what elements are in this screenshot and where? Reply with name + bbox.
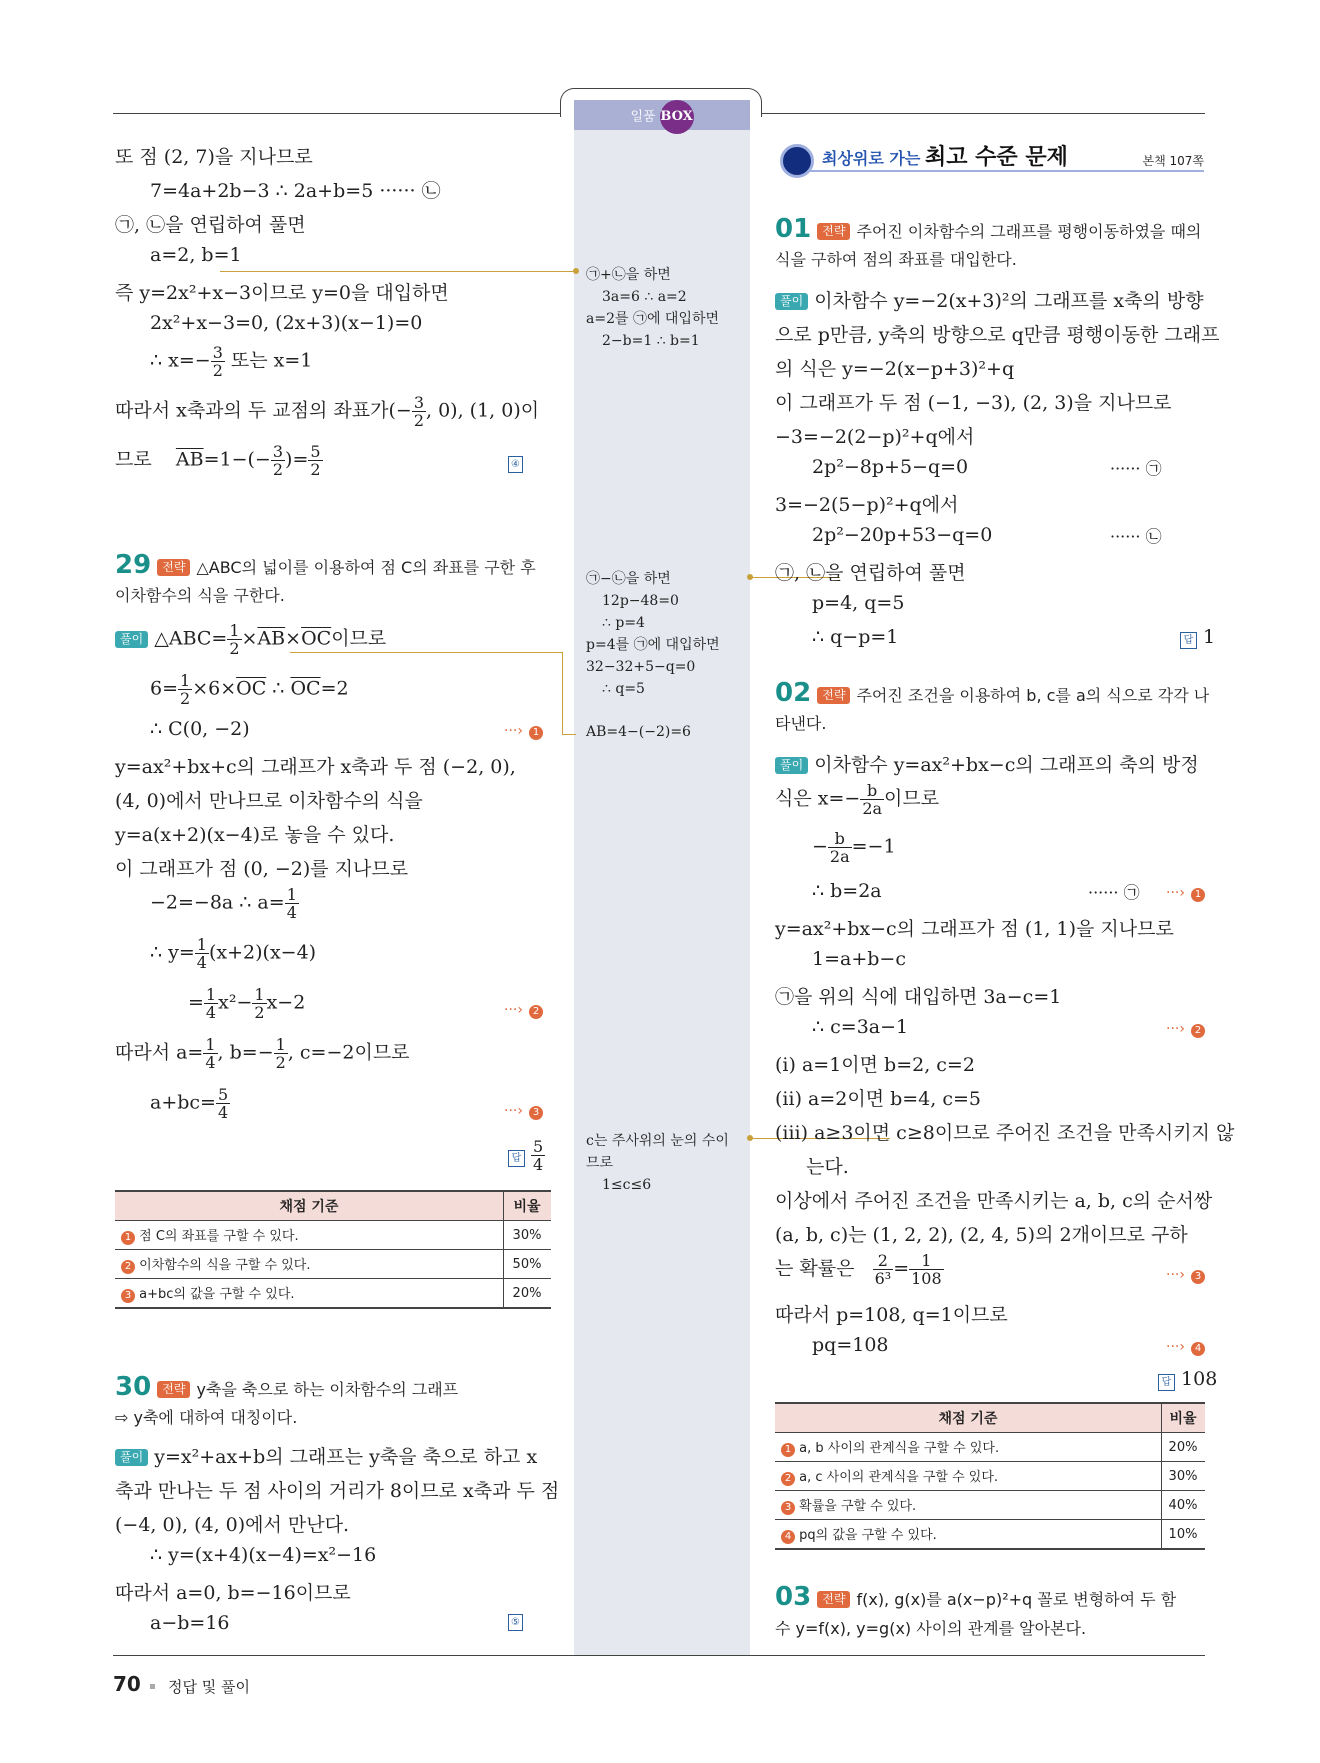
q29-strategy-1: △ABC의 넓이를 이용하여 점 C의 좌표를 구한 후 [196, 558, 536, 577]
q01-line-6: 2p²−8p+5−q=0 [812, 456, 969, 478]
box-badge-circle: BOX [660, 100, 694, 134]
q02-step-1: ···› 1 [1166, 880, 1205, 902]
q01-marker-2: ······ ㉡ [1110, 527, 1162, 546]
left-line-6: 2x²+x−3=0, (2x+3)(x−1)=0 [150, 312, 423, 334]
q01-line-7: 3=−2(5−p)²+q에서 [775, 494, 959, 516]
table-row: 3 a+bc의 값을 구할 수 있다. 20% [115, 1279, 551, 1309]
q29-criteria-header: 채점 기준 [115, 1191, 504, 1221]
q29-line-6: y=a(x+2)(x−4)로 놓을 수 있다. [115, 824, 395, 846]
q29-answer: 답 $\frac{5}{4}$ [508, 1138, 545, 1173]
left-line-9: 므로 $\overline{AB}=1-(-$ $\frac{3}{2}$ )= $\frac{5}{2}$ [115, 442, 321, 479]
q30-strategy-2: ⇨ y축에 대하여 대칭이다. [115, 1408, 298, 1427]
q29-line-7: 이 그래프가 점 (0, −2)를 지나므로 [115, 858, 409, 880]
q01-strategy-tag: 전략 [817, 223, 850, 240]
q30-line-1: 풀이 y=x²+ax+b의 그래프는 y축을 축으로 하고 x [115, 1442, 537, 1469]
q29-line-5: (4, 0)에서 만나므로 이차함수의 식을 [115, 790, 423, 812]
q29-line-2: 6= $\frac{1}{2}$ $\times 6\times\overline{OC}$ ∴ $\overline{OC}=2$ [150, 671, 349, 708]
answer-badge-28: ④ [508, 456, 523, 473]
q30-line-4: ∴ y=(x+4)(x−4)=x²−16 [150, 1544, 377, 1566]
box-badge-label: 일품 [630, 109, 656, 125]
q02-line-13: 이상에서 주어진 조건을 만족시키는 a, b, c의 순서쌍 [775, 1190, 1213, 1212]
middle-note-4: c는 주사위의 눈의 수이 므로 1≤c≤6 [586, 1133, 729, 1193]
middle-note-2: ㉠−㉡을 하면 12p−48=0 ∴ p=4 p=4를 ㉠에 대입하면 32−32+5−q=0 ∴ q=5 [586, 571, 720, 697]
q30-number: 30 [115, 1372, 152, 1402]
section-header-pageref: 본책 107쪽 [1142, 154, 1204, 168]
q01-header [775, 214, 1201, 244]
q02-header [775, 678, 1209, 708]
leader-dot [747, 1135, 753, 1141]
q02-line-12: 는다. [806, 1156, 849, 1178]
q02-line-8: ∴ c=3a−1 [812, 1016, 909, 1038]
page-number: 70 [113, 1672, 141, 1696]
q02-criteria-header: 채점 기준 [775, 1403, 1162, 1433]
q02-ratio-header: 비율 [1162, 1403, 1206, 1433]
left-line-5: 즉 y=2x²+x−3이므로 y=0을 대입하면 [115, 282, 449, 304]
q02-line-4: ∴ b=2a [812, 880, 882, 902]
left-line-7: ∴ x=− $\frac{3}{2}$ 또는 x=1 [150, 343, 313, 380]
q29-ratio-header: 비율 [504, 1191, 552, 1221]
q29-step-3: ···› 3 [504, 1098, 543, 1120]
q01-line-5: −3=−2(2−p)²+q에서 [775, 426, 975, 448]
q01-number: 01 [775, 214, 812, 244]
leader-line [562, 652, 563, 734]
q30-line-6: a−b=16 [150, 1612, 230, 1634]
q02-number: 02 [775, 678, 812, 708]
left-line-4: a=2, b=1 [150, 244, 242, 266]
leader-dot [573, 268, 579, 274]
q30-line-2: 축과 만나는 두 점 사이의 거리가 8이므로 x축과 두 점 [115, 1480, 560, 1502]
q01-line-1: 풀이 이차함수 y=−2(x+3)²의 그래프를 x축의 방향 [775, 286, 1204, 313]
q29-line-12: a+bc= $\frac{5}{4}$ [150, 1085, 229, 1122]
q30-strategy-tag: 전략 [157, 1381, 190, 1398]
q29-strategy-tag: 전략 [157, 559, 190, 576]
section-header [780, 138, 1204, 182]
q30-line-3: (−4, 0), (4, 0)에서 만난다. [115, 1514, 350, 1536]
q01-line-3: 의 식은 y=−2(x−p+3)²+q [775, 358, 1015, 380]
section-header-title: 최고 수준 문제 [925, 145, 1068, 170]
q02-line-5: y=ax²+bx−c의 그래프가 점 (1, 1)을 지나므로 [775, 918, 1174, 940]
left-line-1: 또 점 (2, 7)을 지나므로 [115, 146, 313, 168]
q01-line-11: ∴ q−p=1 [812, 626, 899, 648]
middle-note-1: ㉠+㉡을 하면 3a=6 ∴ a=2 a=2를 ㉠에 대입하면 2−b=1 ∴ b=1 [586, 267, 720, 349]
q30-strategy-1: y축을 축으로 하는 이차함수의 그래프 [196, 1380, 459, 1399]
q29-line-8: −2=−8a ∴ a= $\frac{1}{4}$ [150, 885, 297, 922]
q02-strategy-tag: 전략 [817, 687, 850, 704]
q02-step-2: ···› 2 [1166, 1016, 1205, 1038]
q29-criteria-table [115, 1190, 551, 1309]
q01-marker-1: ······ ㉠ [1110, 459, 1162, 478]
q01-strategy-2: 식을 구하여 점의 좌표를 대입한다. [775, 250, 1017, 269]
q02-line-9: (ⅰ) a=1이면 b=2, c=2 [775, 1054, 975, 1076]
q01-strategy-1: 주어진 이차함수의 그래프를 평행이동하였을 때의 [856, 222, 1202, 241]
middle-note-3: AB=4−(−2)=6 [586, 724, 691, 740]
left-line-3: ㉠, ㉡을 연립하여 풀면 [115, 214, 306, 236]
q02-line-16: 따라서 p=108, q=1이므로 [775, 1304, 1008, 1326]
q02-line-7: ㉠을 위의 식에 대입하면 3a−c=1 [775, 986, 1062, 1008]
bottom-rule [113, 1655, 1205, 1656]
q29-line-3: ∴ C(0, −2) [150, 718, 250, 740]
q02-line-17: pq=108 [812, 1334, 889, 1356]
q02-answer: 답 108 [1158, 1368, 1217, 1391]
footer-label: 정답 및 풀이 [168, 1678, 250, 1696]
q01-answer: 답 1 [1180, 626, 1215, 649]
q02-strategy-2: 타낸다. [775, 714, 827, 733]
q01-line-9: ㉠, ㉡을 연립하여 풀면 [775, 562, 966, 584]
q02-criteria-table [775, 1402, 1205, 1550]
q02-strategy-1: 주어진 조건을 이용하여 b, c를 a의 식으로 각각 나 [856, 686, 1210, 705]
q02-line-3: − $\frac{b}{2a}$ =−1 [812, 829, 896, 866]
q02-step-4: ···› 4 [1166, 1334, 1205, 1356]
q29-strategy-2: 이차함수의 식을 구한다. [115, 586, 285, 605]
q29-number: 29 [115, 550, 152, 580]
q03-number: 03 [775, 1582, 812, 1612]
q02-marker-1: ······ ㉠ [1088, 883, 1140, 902]
left-line-2: 7=4a+2b−3 ∴ 2a+b=5 ······ ㉡ [150, 180, 441, 202]
leader-line [220, 271, 576, 272]
q30-header [115, 1372, 458, 1402]
q29-line-10: = $\frac{1}{4}$ x²− $\frac{1}{2}$ x−2 [188, 985, 306, 1022]
q29-line-1: 풀이 △ABC= $\frac{1}{2}$ $\times\overline{AB}\times\overline{OC}$이므로 [115, 622, 386, 657]
table-row: 3 확률을 구할 수 있다. 40% [775, 1491, 1205, 1520]
q02-line-1: 풀이 이차함수 y=ax²+bx−c의 그래프의 축의 방정 [775, 750, 1199, 777]
table-row: 2 a, c 사이의 관계식을 구할 수 있다. 30% [775, 1462, 1205, 1491]
table-row: 2 이차함수의 식을 구할 수 있다. 50% [115, 1250, 551, 1279]
q01-line-2: 으로 p만큼, y축의 방향으로 q만큼 평행이동한 그래프 [775, 324, 1220, 346]
q02-line-15: 는 확률은 $\frac{2}{\text{6³}}$ = $\frac{1}{108}$ [775, 1251, 942, 1288]
q30-line-5: 따라서 a=0, b=−16이므로 [115, 1582, 351, 1604]
table-row: 1 점 C의 좌표를 구할 수 있다. 30% [115, 1221, 551, 1250]
table-row: 1 a, b 사이의 관계식을 구할 수 있다. 20% [775, 1433, 1205, 1462]
left-line-8: 따라서 x축과의 두 교점의 좌표가(− $\frac{3}{2}$ , 0), (1, 0)이 [115, 393, 540, 430]
q02-line-2: 식은 x=− $\frac{b}{2a}$ 이므로 [775, 781, 940, 818]
section-header-dot-icon [780, 144, 814, 178]
q01-line-8: 2p²−20p+53−q=0 [812, 524, 993, 546]
leader-dot [747, 574, 753, 580]
q03-header [775, 1582, 1176, 1612]
q01-line-10: p=4, q=5 [812, 592, 905, 614]
q29-line-9: ∴ y= $\frac{1}{4}$ (x+2)(x−4) [150, 935, 317, 972]
q30-answer: ⑤ [508, 1614, 523, 1631]
q03-strategy-1: f(x), g(x)를 a(x−p)²+q 꼴로 변형하여 두 함 [856, 1590, 1177, 1609]
section-header-subtitle: 최상위로 가는 [822, 149, 921, 168]
q29-step-2: ···› 2 [504, 997, 543, 1019]
table-row: 4 pq의 값을 구할 수 있다. 10% [775, 1520, 1205, 1550]
q29-step-1: ···› 1 [504, 718, 543, 740]
footer-separator [150, 1684, 155, 1689]
q02-line-6: 1=a+b−c [812, 948, 906, 970]
q02-line-11: (ⅲ) a≥3이면 c≥8이므로 주어진 조건을 만족시키지 않 [775, 1122, 1235, 1144]
q29-line-11: 따라서 a= $\frac{1}{4}$ , b=− $\frac{1}{2}$ , c=−2이므로 [115, 1035, 410, 1072]
q29-header [115, 550, 536, 580]
q01-line-4: 이 그래프가 두 점 (−1, −3), (2, 3)을 지나므로 [775, 392, 1172, 414]
q03-strategy-tag: 전략 [817, 1591, 850, 1608]
box-badge [574, 100, 750, 130]
leader-line [562, 734, 576, 735]
q29-line-4: y=ax²+bx+c의 그래프가 x축과 두 점 (−2, 0), [115, 756, 516, 778]
q03-strategy-2: 수 y=f(x), y=g(x) 사이의 관계를 알아본다. [775, 1619, 1087, 1638]
q02-step-3: ···› 3 [1166, 1262, 1205, 1284]
leader-line [290, 652, 562, 653]
q02-line-14: (a, b, c)는 (1, 2, 2), (2, 4, 5)의 2개이므로 구하 [775, 1224, 1188, 1246]
q02-line-10: (ⅱ) a=2이면 b=4, c=5 [775, 1088, 982, 1110]
